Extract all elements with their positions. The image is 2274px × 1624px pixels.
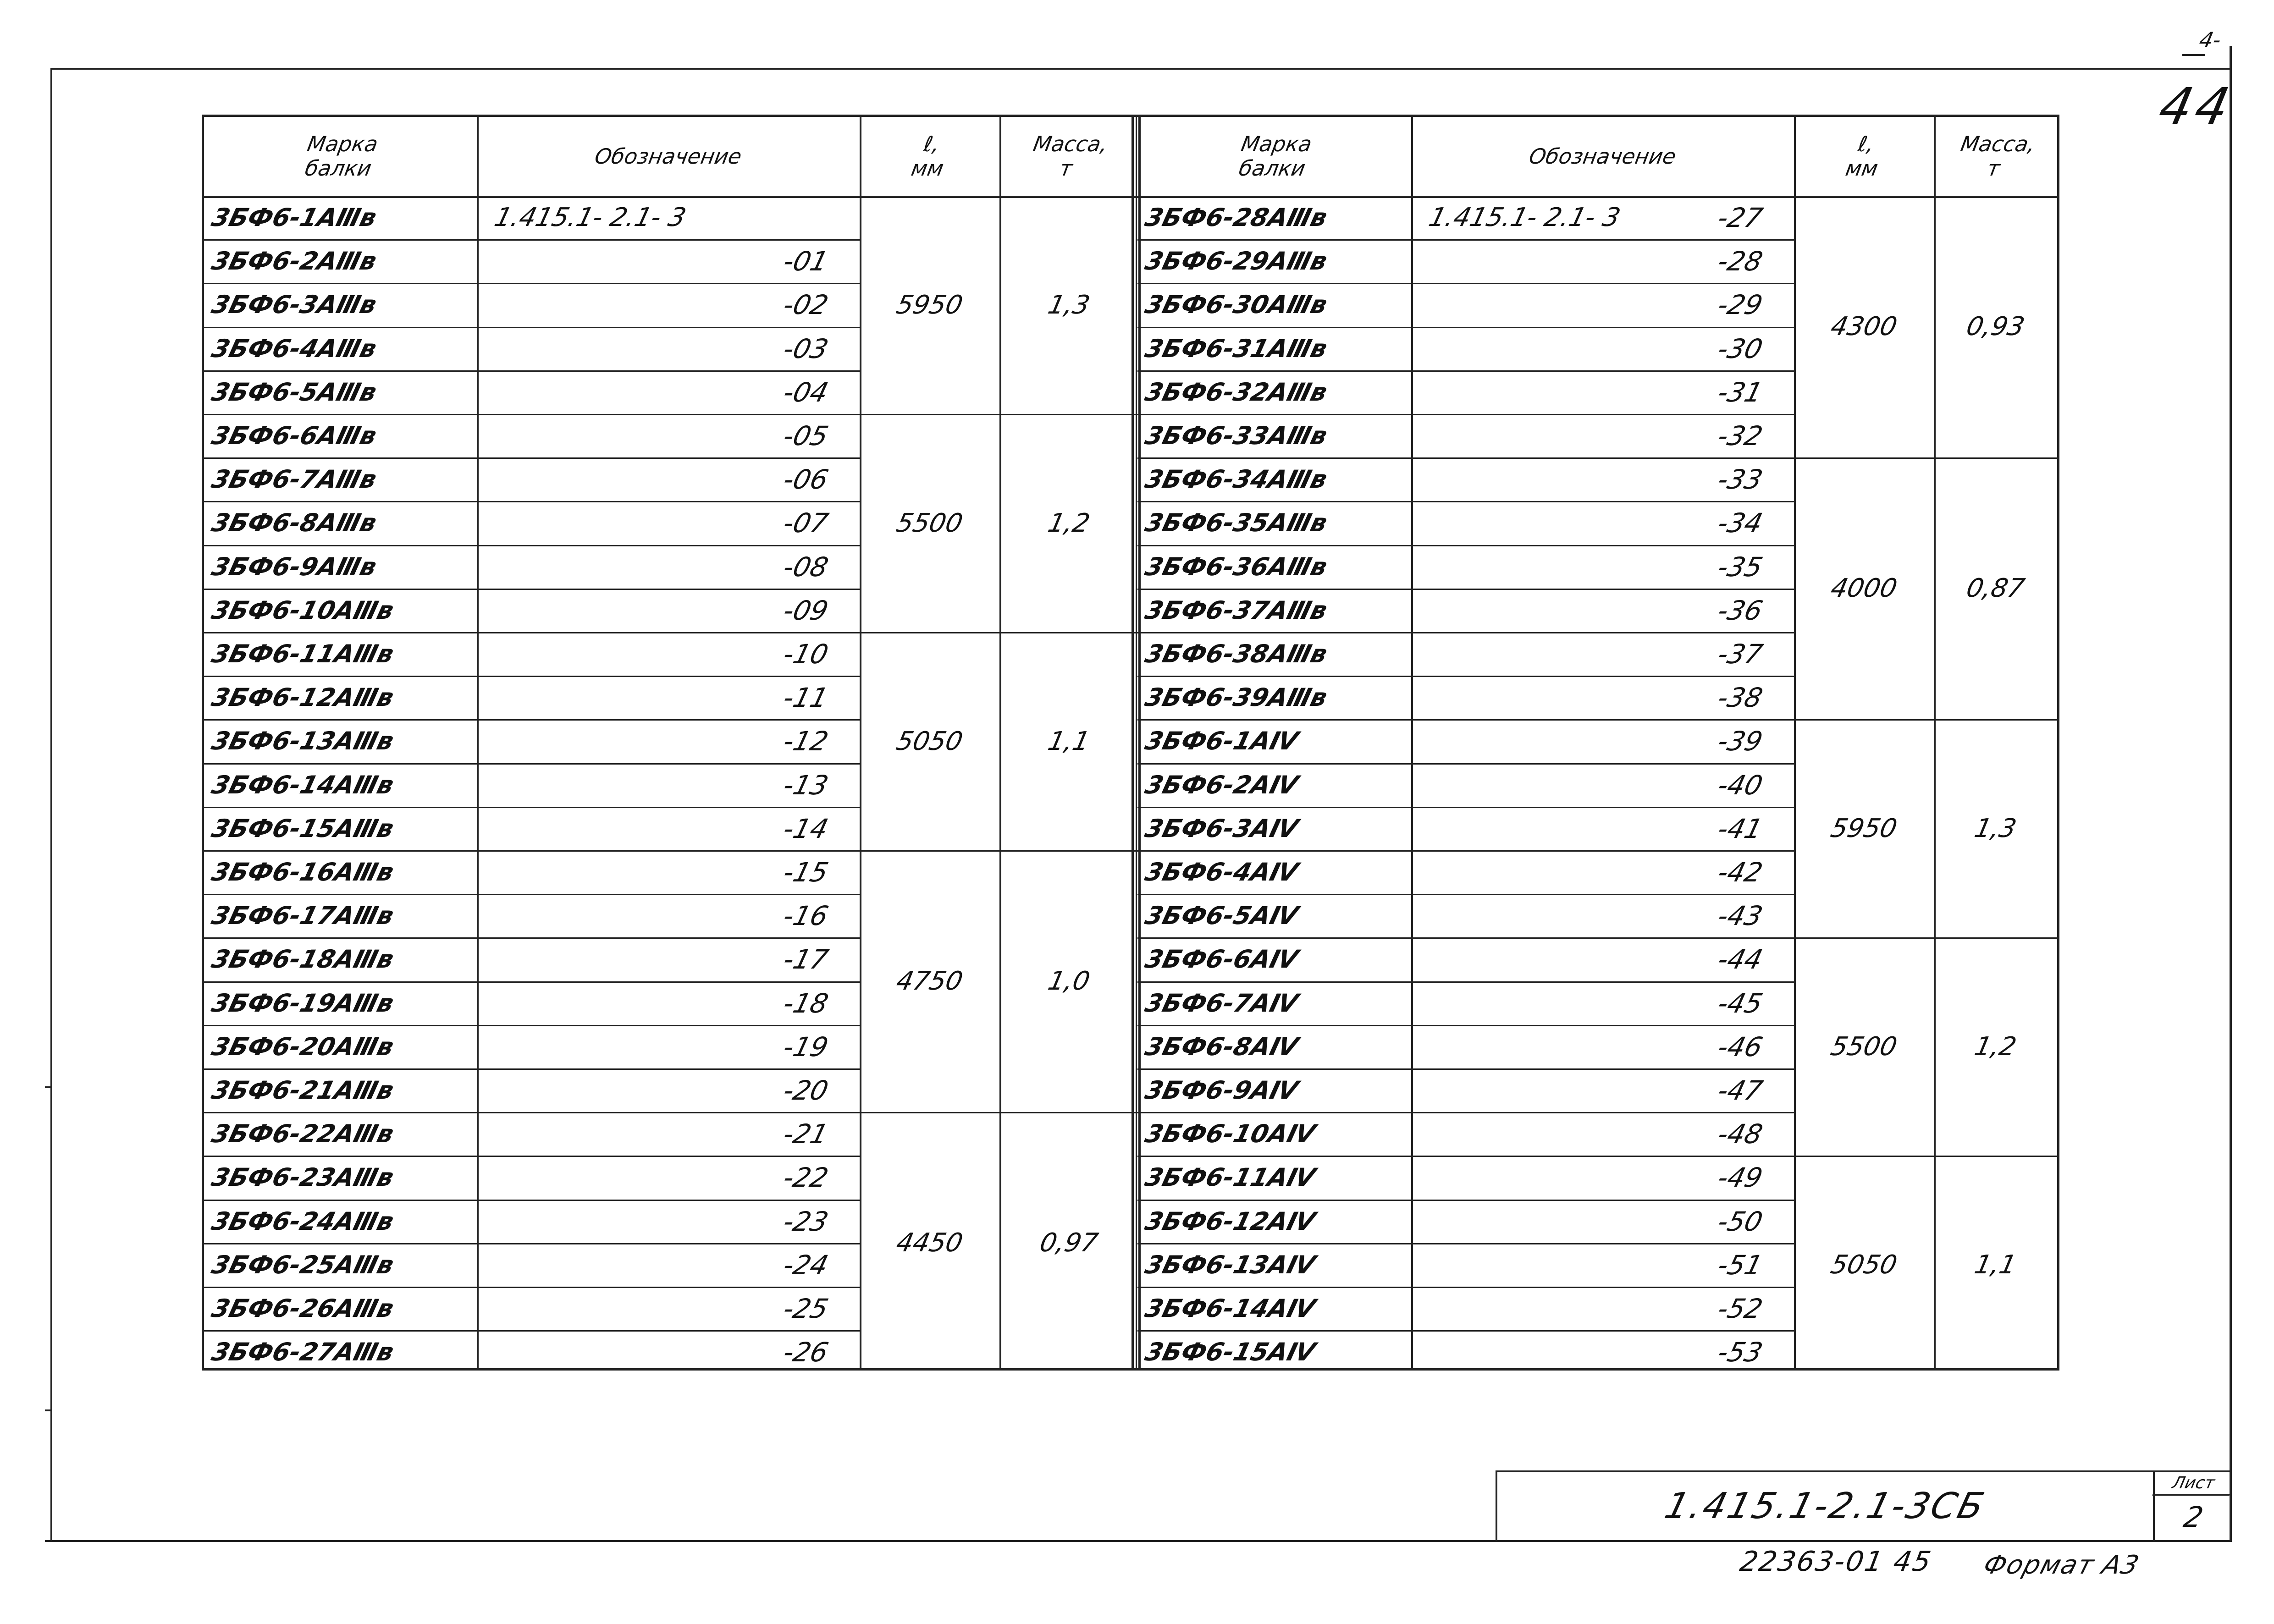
mass-value: 0,97	[1037, 1228, 1101, 1258]
table-row	[204, 850, 860, 894]
table-row	[1134, 196, 1794, 240]
designation-suffix: -36	[1714, 595, 1766, 626]
table-row	[204, 937, 860, 981]
frame-bottom-border	[45, 1540, 2232, 1542]
mass-value: 1,2	[1045, 508, 1093, 538]
sheet-label: Лист	[2153, 1472, 2235, 1496]
designation-suffix: -42	[1714, 857, 1766, 888]
table-row	[1134, 981, 1794, 1025]
table-row	[1134, 1156, 1794, 1200]
designation-suffix: -45	[1714, 987, 1766, 1019]
beam-mark: 3БФ6-36АⅢв	[1142, 552, 1330, 581]
table-row	[204, 1156, 860, 1200]
designation-suffix: -44	[1714, 944, 1766, 975]
mass-value: 1,3	[1045, 290, 1093, 320]
beam-mark: 3БФ6-10АⅣ	[1142, 1119, 1319, 1149]
table-row	[1134, 327, 1794, 371]
designation-suffix: -28	[1714, 246, 1766, 277]
beam-mark: 3БФ6-35АⅢв	[1142, 508, 1330, 538]
table-row	[1134, 937, 1794, 981]
handwritten-page-number: 44	[2154, 77, 2238, 136]
beam-mark: 3БФ6-11АⅣ	[1142, 1163, 1319, 1192]
designation-suffix: -41	[1714, 813, 1766, 844]
beam-mark: 3БФ6-34АⅢв	[1142, 465, 1330, 494]
length-value: 4000	[1828, 573, 1900, 604]
table-row	[1134, 1025, 1794, 1069]
designation-suffix: -31	[1714, 376, 1766, 408]
beam-mark: 3БФ6-27АⅢв	[209, 1338, 397, 1367]
margin-tick	[45, 1086, 52, 1088]
header-length: ℓ, мм	[909, 132, 946, 181]
beam-mark: 3БФ6-12АⅣ	[1142, 1206, 1319, 1236]
table-row	[204, 283, 860, 327]
length-value: 5050	[894, 726, 966, 756]
table-row	[204, 370, 860, 414]
table-row	[204, 196, 860, 240]
designation-suffix: -25	[780, 1293, 832, 1324]
beam-mark: 3БФ6-25АⅢв	[209, 1250, 397, 1279]
beam-mark: 3БФ6-9АⅢв	[209, 552, 380, 581]
table-row	[1134, 1330, 1794, 1374]
left-spec-table	[202, 115, 1141, 1371]
sheet-number: 2	[2181, 1500, 2207, 1534]
mass-value: 1,0	[1045, 966, 1093, 996]
length-value: 5950	[894, 290, 966, 320]
table-header	[1134, 117, 2057, 198]
beam-mark: 3БФ6-1АⅢв	[209, 203, 380, 232]
margin-tick	[45, 1409, 52, 1411]
designation-suffix: -38	[1714, 682, 1766, 714]
designation-suffix: -30	[1714, 333, 1766, 364]
corner-tick	[2182, 54, 2205, 56]
beam-mark: 3БФ6-7АⅣ	[1142, 988, 1301, 1018]
designation-suffix: -02	[780, 289, 832, 321]
table-row	[204, 894, 860, 938]
beam-mark: 3БФ6-7АⅢв	[209, 465, 380, 494]
table-row	[1134, 414, 1794, 458]
table-row	[204, 327, 860, 371]
header-length: ℓ, мм	[1843, 132, 1880, 181]
title-block	[1496, 1470, 2232, 1540]
table-row	[1134, 807, 1794, 851]
frame-left-border	[50, 68, 52, 1540]
beam-mark: 3БФ6-4АⅣ	[1142, 858, 1301, 886]
designation-suffix: -37	[1714, 639, 1766, 670]
beam-mark: 3БФ6-3АⅣ	[1142, 814, 1301, 843]
table-row	[204, 676, 860, 720]
beam-mark: 3БФ6-4АⅢв	[209, 334, 380, 363]
beam-mark: 3БФ6-32АⅢв	[1142, 377, 1330, 407]
designation-suffix: -12	[780, 726, 832, 757]
corner-mark: 4-	[2197, 28, 2224, 52]
designation-suffix: -52	[1714, 1293, 1766, 1324]
designation-suffix: -26	[780, 1337, 832, 1368]
table-row	[204, 1287, 860, 1331]
table-row	[1134, 850, 1794, 894]
beam-mark: 3БФ6-5АⅢв	[209, 377, 380, 407]
beam-mark: 3БФ6-16АⅢв	[209, 858, 397, 886]
length-value: 4750	[894, 966, 966, 996]
designation-suffix: -40	[1714, 769, 1766, 801]
table-row	[1134, 894, 1794, 938]
table-row	[204, 1330, 860, 1374]
beam-mark: 3БФ6-15АⅢв	[209, 814, 397, 843]
beam-mark: 3БФ6-6АⅢв	[209, 421, 380, 450]
length-value: 5500	[894, 508, 966, 538]
header-mass: Масса, т	[1959, 132, 2037, 181]
beam-mark: 3БФ6-13АⅢв	[209, 727, 397, 756]
designation-suffix: -11	[780, 682, 832, 714]
table-row	[204, 981, 860, 1025]
designation-suffix: -51	[1714, 1249, 1766, 1281]
table-row	[1134, 1068, 1794, 1112]
beam-mark: 3БФ6-20АⅢв	[209, 1032, 397, 1061]
designation-code: 1.415.1- 2.1- 3	[1426, 203, 1623, 232]
table-row	[1134, 763, 1794, 807]
column-divider	[1794, 117, 1796, 1368]
beam-mark: 3БФ6-17АⅢв	[209, 901, 397, 930]
sheet-box	[2153, 1472, 2232, 1540]
designation-suffix: -07	[780, 507, 832, 539]
designation-suffix: -27	[1714, 202, 1766, 233]
designation-suffix: -15	[780, 857, 832, 888]
table-row	[1134, 1243, 1794, 1287]
designation-suffix: -24	[780, 1249, 832, 1281]
beam-mark: 3БФ6-2АⅢв	[209, 247, 380, 276]
header-mark: Марка балки	[1237, 132, 1314, 181]
table-row	[1134, 719, 1794, 763]
length-value: 5950	[1828, 813, 1900, 843]
beam-mark: 3БФ6-23АⅢв	[209, 1163, 397, 1192]
beam-mark: 3БФ6-15АⅣ	[1142, 1338, 1319, 1367]
table-row	[204, 807, 860, 851]
length-value: 5050	[1828, 1250, 1900, 1280]
beam-mark: 3БФ6-29АⅢв	[1142, 247, 1330, 276]
beam-mark: 3БФ6-24АⅢв	[209, 1206, 397, 1236]
header-designation: Обозначение	[1527, 143, 1678, 169]
beam-mark: 3БФ6-14АⅣ	[1142, 1294, 1319, 1323]
mass-value: 1,3	[1972, 813, 2019, 843]
designation-suffix: -21	[780, 1118, 832, 1150]
table-row	[204, 632, 860, 676]
header-mass: Масса, т	[1031, 132, 1110, 181]
designation-suffix: -23	[780, 1206, 832, 1237]
right-spec-table	[1131, 115, 2059, 1371]
beam-mark: 3БФ6-37АⅢв	[1142, 595, 1330, 625]
designation-suffix: -04	[780, 376, 832, 408]
table-row	[204, 1068, 860, 1112]
designation-suffix: -22	[780, 1162, 832, 1194]
table-row	[1134, 1200, 1794, 1244]
mass-value: 1,1	[1045, 726, 1093, 756]
table-row	[1134, 545, 1794, 589]
length-value: 4300	[1828, 312, 1900, 342]
table-row	[204, 589, 860, 633]
table-header	[204, 117, 1138, 198]
designation-suffix: -03	[780, 333, 832, 364]
beam-mark: 3БФ6-39АⅢв	[1142, 683, 1330, 712]
mass-value: 0,93	[1964, 312, 2027, 342]
table-row	[204, 457, 860, 501]
table-row	[1134, 1287, 1794, 1331]
designation-suffix: -18	[780, 987, 832, 1019]
table-row	[1134, 1112, 1794, 1156]
designation-suffix: -33	[1714, 464, 1766, 495]
designation-suffix: -08	[780, 551, 832, 583]
table-row	[1134, 239, 1794, 283]
beam-mark: 3БФ6-11АⅢв	[209, 639, 397, 668]
designation-suffix: -47	[1714, 1075, 1766, 1106]
designation-suffix: -01	[780, 246, 832, 277]
table-row	[1134, 589, 1794, 633]
beam-mark: 3БФ6-28АⅢв	[1142, 203, 1330, 232]
designation-suffix: -46	[1714, 1031, 1766, 1062]
designation-suffix: -10	[780, 639, 832, 670]
table-row	[1134, 632, 1794, 676]
table-row	[204, 414, 860, 458]
table-row	[204, 1200, 860, 1244]
designation-suffix: -53	[1714, 1337, 1766, 1368]
designation-suffix: -06	[780, 464, 832, 495]
designation-suffix: -48	[1714, 1118, 1766, 1150]
designation-suffix: -19	[780, 1031, 832, 1062]
table-row	[1134, 283, 1794, 327]
beam-mark: 3БФ6-21АⅢв	[209, 1076, 397, 1105]
beam-mark: 3БФ6-8АⅣ	[1142, 1032, 1301, 1061]
designation-suffix: -05	[780, 420, 832, 451]
beam-mark: 3БФ6-9АⅣ	[1142, 1076, 1301, 1105]
beam-mark: 3БФ6-3АⅢв	[209, 290, 380, 319]
document-code: 1.415.1-2.1-3СБ	[1660, 1486, 1990, 1527]
beam-mark: 3БФ6-2АⅣ	[1142, 770, 1301, 799]
format-label: Формат А3	[1980, 1550, 2143, 1580]
beam-mark: 3БФ6-26АⅢв	[209, 1294, 397, 1323]
beam-mark: 3БФ6-10АⅢв	[209, 595, 397, 625]
mass-value: 1,2	[1972, 1031, 2019, 1062]
table-row	[204, 719, 860, 763]
designation-suffix	[763, 199, 832, 236]
designation-suffix: -49	[1714, 1162, 1766, 1194]
beam-mark: 3БФ6-38АⅢв	[1142, 639, 1330, 668]
table-row	[204, 1243, 860, 1287]
table-row	[1134, 457, 1794, 501]
beam-mark: 3БФ6-1АⅣ	[1142, 727, 1301, 756]
frame-right-border	[2230, 46, 2232, 1540]
beam-mark: 3БФ6-31АⅢв	[1142, 334, 1330, 363]
beam-mark: 3БФ6-30АⅢв	[1142, 290, 1330, 319]
inventory-number: 22363-01 45	[1737, 1546, 1935, 1578]
table-row	[204, 1112, 860, 1156]
designation-suffix: -29	[1714, 289, 1766, 321]
designation-suffix: -50	[1714, 1206, 1766, 1237]
beam-mark: 3БФ6-18АⅢв	[209, 945, 397, 974]
beam-mark: 3БФ6-14АⅢв	[209, 770, 397, 799]
table-row	[1134, 501, 1794, 545]
designation-suffix: -09	[780, 595, 832, 626]
beam-mark: 3БФ6-8АⅢв	[209, 508, 380, 538]
table-row	[204, 239, 860, 283]
designation-suffix: -17	[780, 944, 832, 975]
table-row	[1134, 676, 1794, 720]
table-row	[204, 501, 860, 545]
designation-suffix: -35	[1714, 551, 1766, 583]
designation-code: 1.415.1- 2.1- 3	[491, 203, 689, 232]
table-row	[204, 763, 860, 807]
designation-suffix: -16	[780, 900, 832, 932]
beam-mark: 3БФ6-12АⅢв	[209, 683, 397, 712]
mass-value: 0,87	[1964, 573, 2027, 604]
designation-suffix: -39	[1714, 726, 1766, 757]
mass-value: 1,1	[1972, 1250, 2019, 1280]
header-mark: Марка балки	[303, 132, 380, 181]
designation-suffix: -34	[1714, 507, 1766, 539]
beam-mark: 3БФ6-6АⅣ	[1142, 945, 1301, 974]
length-value: 5500	[1828, 1031, 1900, 1062]
beam-mark: 3БФ6-19АⅢв	[209, 988, 397, 1018]
designation-suffix: -14	[780, 813, 832, 844]
table-row	[1134, 370, 1794, 414]
beam-mark: 3БФ6-22АⅢв	[209, 1119, 397, 1149]
designation-suffix: -32	[1714, 420, 1766, 451]
header-designation: Обозначение	[593, 143, 744, 169]
frame-top-border	[50, 68, 2232, 70]
table-row	[204, 545, 860, 589]
designation-suffix: -20	[780, 1075, 832, 1106]
table-row	[204, 1025, 860, 1069]
designation-suffix: -13	[780, 769, 832, 801]
beam-mark: 3БФ6-5АⅣ	[1142, 901, 1301, 930]
designation-suffix: -43	[1714, 900, 1766, 932]
beam-mark: 3БФ6-33АⅢв	[1142, 421, 1330, 450]
beam-mark: 3БФ6-13АⅣ	[1142, 1250, 1319, 1279]
length-value: 4450	[894, 1228, 966, 1258]
